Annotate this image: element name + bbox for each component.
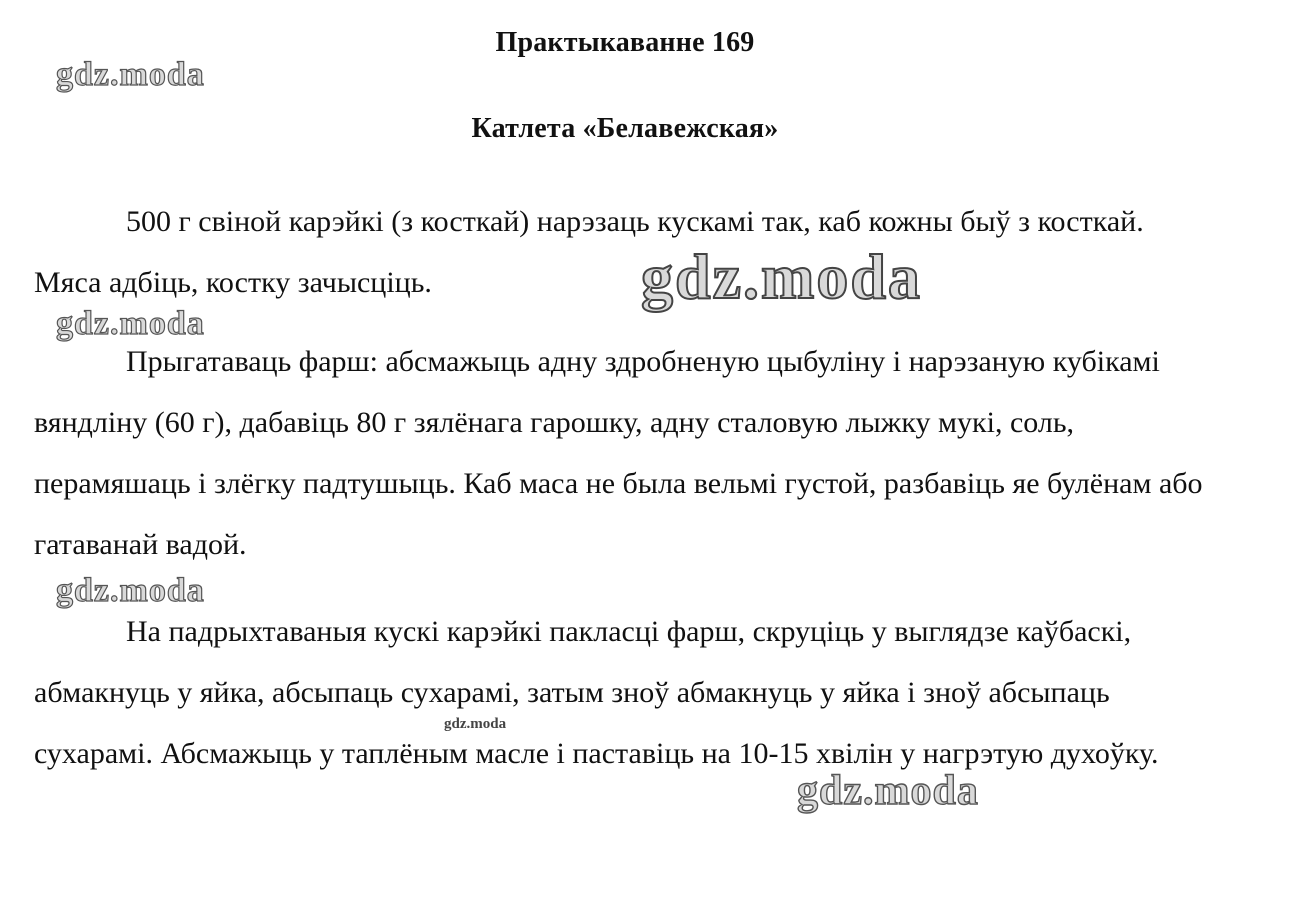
paragraph-2 bbox=[34, 331, 1218, 575]
watermark: gdz.moda bbox=[56, 56, 205, 93]
recipe-title: Катлета «Белавежская» bbox=[471, 113, 779, 144]
paragraph-1 bbox=[34, 191, 1218, 313]
exercise-title: Практыкаванне 169 bbox=[495, 27, 755, 58]
paragraph-3 bbox=[34, 601, 1218, 784]
paragraph-3-text: На падрыхтаваныя кускі карэйкі пакласці фарш, скруціць у выглядзе каўбаскі, абмакнуць у яйка, абсыпаць сухарамі, затым зноў абмакнуць у яйка і зноў абсыпаць сухарамі. Абсмажыць у таплёным масле і паставіць на 10-15 хвілін у нагрэтую духоўку. bbox=[34, 615, 1159, 770]
paragraph-1-text: 500 г свіной карэйкі (з косткай) нарэзаць кускамі так, каб кожны быў з косткай. Мяса адбіць, костку зачысціць. bbox=[34, 205, 1144, 299]
watermark: gdz.moda bbox=[56, 572, 205, 609]
watermark: gdz.moda bbox=[56, 305, 205, 342]
watermark: gdz.moda bbox=[444, 716, 507, 732]
paragraph-2-text: Прыгатаваць фарш: абсмажыць адну здробненую цыбуліну і нарэзаную кубікамі вяндліну (60 г), дабавіць 80 г зялёнага гарошку, адну сталовую лыжку мукі, соль, перамяшаць і злёгку падтушыць. Каб маса не была вельмі густой, разбавіць яе булёнам або гатаванай вадой. bbox=[34, 345, 1203, 561]
watermark: gdz.moda bbox=[641, 241, 922, 312]
watermark: gdz.moda bbox=[797, 768, 979, 814]
